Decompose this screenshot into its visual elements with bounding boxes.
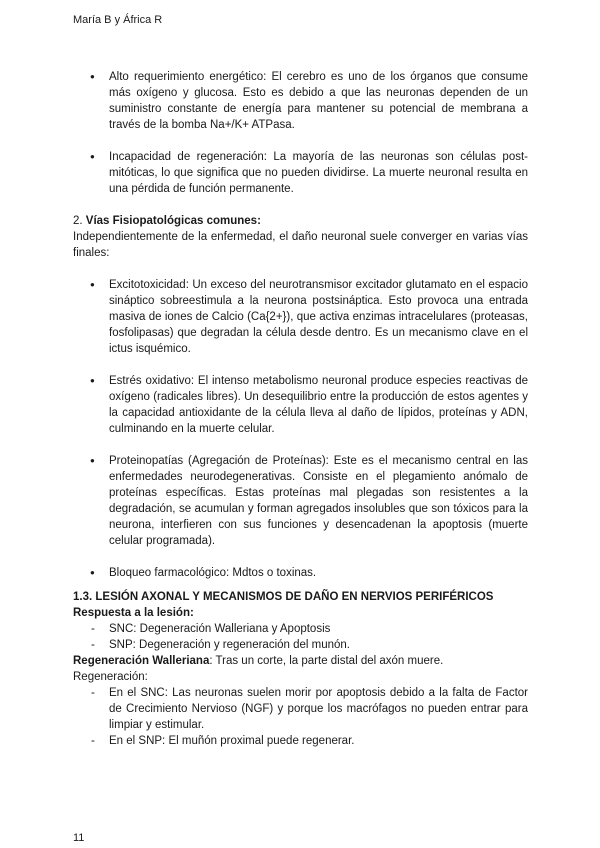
list-item: ● Alto requerimiento energético: El cerebro es uno de los órganos que consume más oxígeno y glucosa. Esto es debido a que las neuronas dependen de un suministro constante de energía para mantener su potencial de membrana a través de la bomba Na+/K+ ATPasa. (73, 69, 528, 133)
response-list (73, 621, 528, 653)
section-2-number: 2. (73, 215, 83, 227)
page-header-author: María B y África R (73, 14, 163, 26)
section-2-title: Vías Fisiopatológicas comunes: (85, 215, 261, 227)
page-content (73, 69, 528, 749)
list-item: ● Bloqueo farmacológico: Mdtos o toxinas. (73, 565, 528, 581)
list-item: ● Incapacidad de regeneración: La mayoría de las neuronas son células post-mitóticas, lo que significa que no pueden dividirse. La muerte neuronal resulta en una pérdida de función permanente. (73, 149, 528, 197)
section-1-3 (73, 589, 528, 749)
page-number: 11 (73, 832, 85, 844)
list-item: - SNP: Degeneración y regeneración del munón. (73, 637, 528, 653)
wallerian-paragraph (73, 653, 528, 669)
list-item: ● Excitotoxicidad: Un exceso del neurotransmisor excitador glutamato en el espacio sináptico sobreestimula a la neurona postsináptica. Esto provoca una entrada masiva de iones de Calcio (Ca{2+}), que activa enzimas intracelulares (proteasas, fosfolipasas) que degradan la célula desde dentro. Es un mecanismo clave en el ictus isquémico. (73, 277, 528, 357)
wallerian-label: Regeneración Walleriana (73, 655, 210, 667)
response-label: Respuesta a la lesión: (73, 607, 194, 619)
section-1-3-heading: 1.3. LESIÓN AXONAL Y MECANISMOS DE DAÑO EN NERVIOS PERIFÉRICOS (73, 591, 494, 603)
regeneration-label: Regeneración: (73, 671, 148, 683)
list-item: - En el SNP: El muñón proximal puede regenerar. (73, 733, 528, 749)
wallerian-text: : Tras un corte, la parte distal del axón muere. (209, 655, 444, 667)
list-item: - En el SNC: Las neuronas suelen morir por apoptosis debido a la falta de Factor de Crecimiento Nervioso (NGF) y porque los macrófagos no pueden entrar para limpiar y estimular. (73, 685, 528, 733)
bullet-list-section-2 (73, 277, 528, 581)
section-2 (73, 213, 528, 581)
section-2-intro: Independientemente de la enfermedad, el daño neuronal suele converger en varias vías finales: (73, 231, 528, 259)
list-item: ● Proteinopatías (Agregación de Proteínas): Este es el mecanismo central en las enfermedades neurodegenerativas. Consiste en el plegamiento anómalo de proteínas específicas. Estas proteínas mal plegadas son resistentes a la degradación, se acumulan y forman agregados insolubles que son tóxicos para la neurona, interfieren con sus funciones y desencadenan la apoptosis (muerte celular programada). (73, 453, 528, 549)
regeneration-list (73, 685, 528, 749)
list-item: ● Estrés oxidativo: El intenso metabolismo neuronal produce especies reactivas de oxígeno (radicales libres). Un desequilibrio entre la producción de estos agentes y la capacidad antioxidante de la célula lleva al daño de lípidos, proteínas y ADN, culminando en la muerte celular. (73, 373, 528, 437)
list-item: - SNC: Degeneración Walleriana y Apoptosis (73, 621, 528, 637)
bullet-list-top (73, 69, 528, 197)
section-2-heading (73, 213, 528, 229)
